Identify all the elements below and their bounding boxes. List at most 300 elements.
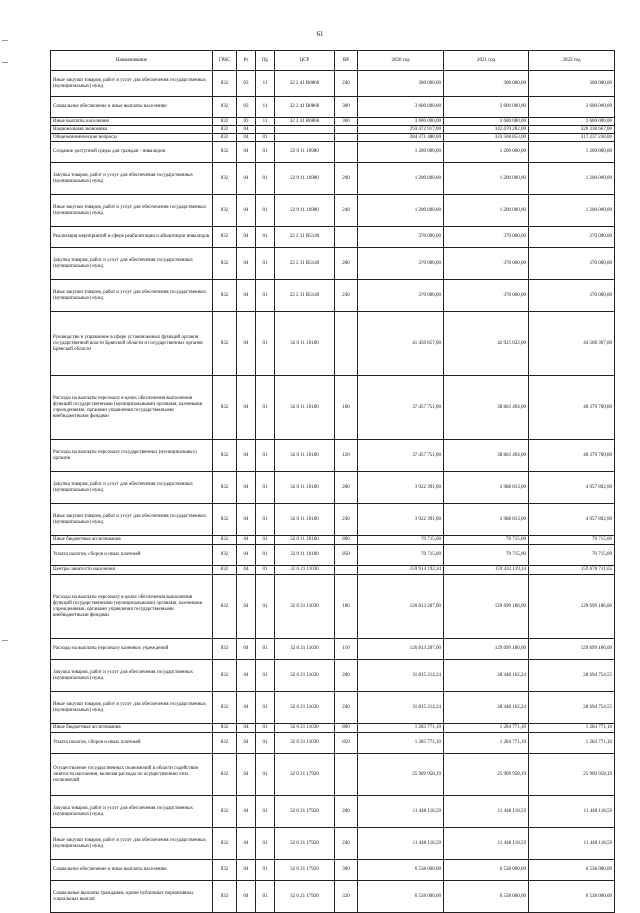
row-vr: 200 — [335, 660, 358, 692]
row-grbs: 832 — [213, 566, 237, 575]
row-csr: 32 0 21 11030 — [275, 566, 335, 575]
row-vr: 200 — [335, 163, 358, 195]
row-pr: 01 — [256, 163, 275, 195]
row-2021: 3 600 000,00 — [444, 118, 529, 126]
row-pr: 11 — [256, 97, 275, 118]
table-row — [51, 472, 615, 504]
row-vr — [335, 566, 358, 575]
row-grbs: 832 — [213, 376, 237, 440]
row-2022: 370 000,00 — [529, 280, 615, 312]
table-row — [51, 881, 615, 913]
header-rz: Рз — [237, 51, 256, 71]
row-rz: 04 — [237, 733, 256, 754]
row-2022: 11 448 118,59 — [529, 828, 615, 860]
row-csr: 22 2 31 R5140 — [275, 248, 335, 280]
row-grbs: 832 — [213, 440, 237, 472]
row-name: Реализация мероприятий в сфере реабилитации и абилитации инвалидов — [51, 227, 213, 248]
budget-table — [50, 50, 615, 913]
row-pr: 01 — [256, 639, 275, 660]
row-rz: 04 — [237, 881, 256, 913]
row-csr — [275, 126, 335, 134]
row-2020: 11 448 118,59 — [358, 796, 444, 828]
row-2022: 70 715,00 — [529, 545, 615, 566]
row-2020: 3 922 391,00 — [358, 504, 444, 536]
row-csr: 32 0 21 11030 — [275, 692, 335, 724]
table-row — [51, 545, 615, 566]
row-2022: 28 694 754,55 — [529, 660, 615, 692]
row-vr: 200 — [335, 472, 358, 504]
row-2022: 25 909 958,19 — [529, 754, 615, 796]
row-rz: 04 — [237, 536, 256, 545]
row-grbs: 832 — [213, 142, 237, 163]
row-rz: 04 — [237, 724, 256, 733]
row-2022: 1 284 771,10 — [529, 724, 615, 733]
row-2020: 41 450 857,00 — [358, 312, 444, 376]
row-pr: 01 — [256, 724, 275, 733]
row-2022: 159 678 711,65 — [529, 566, 615, 575]
binding-mark — [2, 40, 8, 41]
row-vr: 320 — [335, 881, 358, 913]
table-row — [51, 754, 615, 796]
row-name: Социальное обеспечение и иные выплаты населению — [51, 97, 213, 118]
table-row — [51, 134, 615, 142]
table-row — [51, 195, 615, 227]
row-grbs: 832 — [213, 639, 237, 660]
table-row — [51, 280, 615, 312]
row-2022: 370 000,00 — [529, 227, 615, 248]
row-pr: 01 — [256, 575, 275, 639]
row-csr: 32 0 21 11030 — [275, 724, 335, 733]
row-vr: 120 — [335, 440, 358, 472]
header-grbs: ГРБС — [213, 51, 237, 71]
row-name: Создание доступной среды для граждан - инвалидов — [51, 142, 213, 163]
header-name: Наименование — [51, 51, 213, 71]
row-name: Национальная экономика — [51, 126, 213, 134]
row-name: Уплата налогов, сборов и иных платежей — [51, 733, 213, 754]
row-name: Осуществление государственных полномочий в области содействия занятости населения, включая расходы по осуществлению этих полномочий — [51, 754, 213, 796]
row-pr: 01 — [256, 754, 275, 796]
row-csr: 22 2 31 R5140 — [275, 227, 335, 248]
row-grbs: 832 — [213, 134, 237, 142]
header-vr: ВР — [335, 51, 358, 71]
table-row — [51, 312, 615, 376]
row-2021: 70 715,00 — [444, 536, 529, 545]
row-grbs: 832 — [213, 881, 237, 913]
table-row — [51, 660, 615, 692]
table-row — [51, 376, 615, 440]
row-grbs: 832 — [213, 97, 237, 118]
row-pr: 01 — [256, 692, 275, 724]
row-2021: 42 925 022,00 — [444, 312, 529, 376]
row-grbs: 832 — [213, 312, 237, 376]
row-2020: 1 200 000,00 — [358, 142, 444, 163]
row-name: Социальное обеспечение и иные выплаты населению — [51, 860, 213, 881]
table-row — [51, 504, 615, 536]
row-pr — [256, 126, 275, 134]
row-2020: 370 000,00 — [358, 248, 444, 280]
row-2021: 1 200 000,00 — [444, 163, 529, 195]
row-name: Расходы на выплаты персоналу государственных (муниципальных) органов — [51, 440, 213, 472]
row-2021: 1 284 771,10 — [444, 733, 529, 754]
row-vr: 200 — [335, 248, 358, 280]
binding-mark — [2, 62, 8, 63]
row-csr: 32 2 41 R0860 — [275, 97, 335, 118]
header-csr: ЦСР — [275, 51, 335, 71]
row-rz: 04 — [237, 312, 256, 376]
row-vr — [335, 126, 358, 134]
row-vr — [335, 142, 358, 163]
row-csr: 32 2 41 R0860 — [275, 71, 335, 97]
row-2022: 3 600 000,00 — [529, 97, 615, 118]
row-pr: 01 — [256, 195, 275, 227]
row-rz: 04 — [237, 163, 256, 195]
row-2022: 1 200 000,00 — [529, 142, 615, 163]
row-vr: 850 — [335, 545, 358, 566]
row-2022: 370 000,00 — [529, 248, 615, 280]
row-rz: 04 — [237, 566, 256, 575]
table-row — [51, 163, 615, 195]
row-2022: 1 284 771,10 — [529, 733, 615, 754]
row-csr: 32 0 21 11030 — [275, 733, 335, 754]
row-2020: 159 914 192,34 — [358, 566, 444, 575]
row-vr — [335, 134, 358, 142]
row-vr: 850 — [335, 733, 358, 754]
row-2021: 342 670 282,00 — [444, 126, 529, 134]
row-rz: 04 — [237, 828, 256, 860]
row-vr: 100 — [335, 575, 358, 639]
row-name: Центры занятости населения — [51, 566, 213, 575]
row-rz: 04 — [237, 126, 256, 134]
row-pr: 01 — [256, 248, 275, 280]
row-2020: 3 922 391,00 — [358, 472, 444, 504]
row-grbs: 832 — [213, 828, 237, 860]
row-vr: 240 — [335, 504, 358, 536]
row-pr: 01 — [256, 536, 275, 545]
row-name: Иные закупки товаров, работ и услуг для обеспечения государственных (муниципальных) нужд — [51, 195, 213, 227]
row-csr: 32 0 11 10100 — [275, 376, 335, 440]
row-2021: 25 909 958,19 — [444, 754, 529, 796]
row-csr: 32 0 21 11030 — [275, 575, 335, 639]
row-2020: 300 000,00 — [358, 71, 444, 97]
row-2022: 1 200 000,00 — [529, 195, 615, 227]
row-2022: 3 600 000,00 — [529, 118, 615, 126]
row-2022: 317 237 238,00 — [529, 134, 615, 142]
row-csr: 32 0 21 17920 — [275, 828, 335, 860]
row-2022: 28 694 754,55 — [529, 692, 615, 724]
header-2022: 2022 год — [529, 51, 615, 71]
row-2020: 1 200 000,00 — [358, 163, 444, 195]
row-2022: 11 448 118,59 — [529, 796, 615, 828]
row-2021: 38 863 494,00 — [444, 440, 529, 472]
row-rz: 04 — [237, 472, 256, 504]
row-name: Иные закупки товаров, работ и услуг для обеспечения государственных (муниципальных) нужд — [51, 71, 213, 97]
row-name: Закупка товаров, работ и услуг для обеспечения государственных (муниципальных) нужд — [51, 163, 213, 195]
row-name: Расходы на выплаты персоналу в целях обеспечения выполнения функций государственными (муниципальными) органами, казенными учреждениями, органами управления государственными внебюджетными фондами — [51, 575, 213, 639]
row-grbs: 832 — [213, 472, 237, 504]
table-row — [51, 440, 615, 472]
row-2021: 333 568 853,00 — [444, 134, 529, 142]
row-csr: 32 2 41 R0860 — [275, 118, 335, 126]
row-vr: 240 — [335, 692, 358, 724]
table-row — [51, 536, 615, 545]
page-number: 61 — [316, 30, 324, 38]
row-rz: 04 — [237, 575, 256, 639]
row-grbs: 832 — [213, 724, 237, 733]
table-row — [51, 227, 615, 248]
row-vr — [335, 227, 358, 248]
row-2021: 129 699 186,00 — [444, 639, 529, 660]
row-2020: 284 371 488,00 — [358, 134, 444, 142]
table-row — [51, 828, 615, 860]
header-2021: 2021 год — [444, 51, 529, 71]
row-2021: 38 863 494,00 — [444, 376, 529, 440]
row-grbs: 832 — [213, 163, 237, 195]
row-grbs: 832 — [213, 195, 237, 227]
table-row — [51, 97, 615, 118]
row-pr: 01 — [256, 881, 275, 913]
row-csr: 32 0 11 10100 — [275, 472, 335, 504]
row-csr: 32 0 21 17920 — [275, 754, 335, 796]
row-2021: 6 538 000,00 — [444, 860, 529, 881]
row-rz: 04 — [237, 796, 256, 828]
row-2020: 37 457 751,00 — [358, 376, 444, 440]
row-2020: 6 538 000,00 — [358, 860, 444, 881]
row-2022: 40 379 700,00 — [529, 376, 615, 440]
row-2022: 4 057 892,00 — [529, 472, 615, 504]
row-2020: 1 285 771,10 — [358, 724, 444, 733]
table-row — [51, 118, 615, 126]
row-name: Закупка товаров, работ и услуг для обеспечения государственных (муниципальных) нужд — [51, 248, 213, 280]
row-grbs: 832 — [213, 118, 237, 126]
row-grbs: 832 — [213, 504, 237, 536]
row-rz: 04 — [237, 639, 256, 660]
row-rz: 04 — [237, 545, 256, 566]
row-rz: 04 — [237, 142, 256, 163]
row-2022: 129 699 186,00 — [529, 639, 615, 660]
row-name: Закупка товаров, работ и услуг для обеспечения государственных (муниципальных) нужд — [51, 796, 213, 828]
row-2021: 129 699 186,00 — [444, 575, 529, 639]
row-vr: 200 — [335, 796, 358, 828]
row-2021: 370 000,00 — [444, 227, 529, 248]
row-name: Закупка товаров, работ и услуг для обеспечения государственных (муниципальных) нужд — [51, 660, 213, 692]
row-2021: 370 000,00 — [444, 280, 529, 312]
row-2022: 6 538 000,00 — [529, 860, 615, 881]
binding-mark — [2, 640, 8, 641]
row-rz: 04 — [237, 248, 256, 280]
row-2021: 70 715,00 — [444, 545, 529, 566]
row-vr — [335, 754, 358, 796]
row-grbs: 832 — [213, 860, 237, 881]
row-2021: 3 988 813,00 — [444, 504, 529, 536]
row-csr: 22 2 31 R5140 — [275, 280, 335, 312]
row-2020: 3 600 000,00 — [358, 118, 444, 126]
table-row — [51, 575, 615, 639]
row-pr: 01 — [256, 376, 275, 440]
row-2020: 3 600 000,00 — [358, 97, 444, 118]
row-csr: 32 0 11 10100 — [275, 536, 335, 545]
row-2022: 300 000,00 — [529, 71, 615, 97]
row-rz: 04 — [237, 692, 256, 724]
table-body — [51, 71, 615, 913]
row-pr: 11 — [256, 71, 275, 97]
row-csr — [275, 134, 335, 142]
row-csr: 32 0 11 10100 — [275, 504, 335, 536]
row-vr: 300 — [335, 860, 358, 881]
row-vr — [335, 312, 358, 376]
row-2022: 44 508 307,00 — [529, 312, 615, 376]
row-grbs: 832 — [213, 248, 237, 280]
row-2021: 300 000,00 — [444, 71, 529, 97]
table-row — [51, 733, 615, 754]
table-row — [51, 248, 615, 280]
row-2021: 28 448 162,24 — [444, 660, 529, 692]
header-pr: Пр — [256, 51, 275, 71]
row-2022: 129 699 186,00 — [529, 575, 615, 639]
row-2020: 370 000,00 — [358, 280, 444, 312]
row-vr: 240 — [335, 280, 358, 312]
row-2020: 293 472 917,00 — [358, 126, 444, 134]
row-2020: 31 815 214,24 — [358, 692, 444, 724]
row-name: Иные бюджетные ассигнования — [51, 724, 213, 733]
row-2022: 40 379 700,00 — [529, 440, 615, 472]
row-grbs: 832 — [213, 660, 237, 692]
row-2021: 3 600 000,00 — [444, 97, 529, 118]
row-vr: 240 — [335, 828, 358, 860]
row-2021: 11 448 118,59 — [444, 796, 529, 828]
table-row — [51, 566, 615, 575]
row-2022: 6 538 000,00 — [529, 881, 615, 913]
row-grbs: 832 — [213, 733, 237, 754]
row-grbs: 832 — [213, 545, 237, 566]
row-name: Социальные выплаты гражданам, кроме публичных нормативных социальных выплат — [51, 881, 213, 913]
row-rz: 04 — [237, 860, 256, 881]
row-2022: 326 338 667,00 — [529, 126, 615, 134]
row-name: Иные закупки товаров, работ и услуг для обеспечения государственных (муниципальных) нужд — [51, 504, 213, 536]
row-rz: 04 — [237, 376, 256, 440]
row-name: Общеэкономические вопросы — [51, 134, 213, 142]
row-pr: 01 — [256, 545, 275, 566]
row-vr: 360 — [335, 118, 358, 126]
row-grbs: 832 — [213, 536, 237, 545]
row-pr: 01 — [256, 312, 275, 376]
row-2020: 31 815 214,24 — [358, 660, 444, 692]
row-2020: 11 448 118,59 — [358, 828, 444, 860]
row-2021: 370 000,00 — [444, 248, 529, 280]
row-name: Расходы на выплаты персоналу в целях обеспечения выполнения функций государственными (муниципальными) органами, казенными учреждениями, органами управления государственными внебюджетными фондами — [51, 376, 213, 440]
row-2020: 370 000,00 — [358, 227, 444, 248]
row-rz: 04 — [237, 134, 256, 142]
row-2021: 3 988 813,00 — [444, 472, 529, 504]
row-2021: 159 432 119,34 — [444, 566, 529, 575]
row-pr: 01 — [256, 504, 275, 536]
row-2020: 1 200 000,00 — [358, 195, 444, 227]
row-csr: 32 0 21 17920 — [275, 860, 335, 881]
row-grbs: 832 — [213, 575, 237, 639]
table-row — [51, 796, 615, 828]
row-vr: 240 — [335, 71, 358, 97]
row-rz: 03 — [237, 71, 256, 97]
row-pr: 01 — [256, 566, 275, 575]
row-2021: 1 284 771,10 — [444, 724, 529, 733]
row-pr: 01 — [256, 660, 275, 692]
row-rz: 04 — [237, 227, 256, 248]
row-csr: 22 0 11 16980 — [275, 195, 335, 227]
row-name: Иные закупки товаров, работ и услуг для обеспечения государственных (муниципальных) нужд — [51, 280, 213, 312]
row-2020: 25 909 958,19 — [358, 754, 444, 796]
row-2020: 1 285 771,10 — [358, 733, 444, 754]
row-name: Уплата налогов, сборов и иных платежей — [51, 545, 213, 566]
row-2022: 1 200 000,00 — [529, 163, 615, 195]
header-2020: 2020 год — [358, 51, 444, 71]
table-row — [51, 126, 615, 134]
row-pr: 01 — [256, 860, 275, 881]
table-row — [51, 724, 615, 733]
table-row — [51, 71, 615, 97]
row-2020: 126 813 207,00 — [358, 575, 444, 639]
row-grbs: 832 — [213, 227, 237, 248]
table-header-row — [51, 51, 615, 71]
row-grbs: 832 — [213, 126, 237, 134]
row-rz: 03 — [237, 118, 256, 126]
row-grbs: 832 — [213, 754, 237, 796]
row-csr: 32 0 21 11030 — [275, 660, 335, 692]
row-csr: 32 0 21 17920 — [275, 881, 335, 913]
row-2020: 126 813 207,00 — [358, 639, 444, 660]
row-rz: 04 — [237, 754, 256, 796]
row-grbs: 832 — [213, 796, 237, 828]
row-pr: 01 — [256, 733, 275, 754]
table-row — [51, 692, 615, 724]
row-vr: 110 — [335, 639, 358, 660]
row-vr: 800 — [335, 724, 358, 733]
row-2022: 4 057 892,00 — [529, 504, 615, 536]
row-name: Иные выплаты населению — [51, 118, 213, 126]
row-pr: 01 — [256, 280, 275, 312]
row-name: Расходы на выплаты персоналу казенных учреждений — [51, 639, 213, 660]
row-vr: 240 — [335, 195, 358, 227]
row-pr: 01 — [256, 796, 275, 828]
row-grbs: 832 — [213, 692, 237, 724]
row-pr: 01 — [256, 227, 275, 248]
row-name: Иные закупки товаров, работ и услуг для обеспечения государственных (муниципальных) нужд — [51, 828, 213, 860]
row-2020: 70 715,00 — [358, 545, 444, 566]
row-2021: 11 448 118,59 — [444, 828, 529, 860]
row-rz: 04 — [237, 280, 256, 312]
row-pr: 01 — [256, 828, 275, 860]
row-pr: 11 — [256, 118, 275, 126]
row-csr: 32 0 11 10100 — [275, 312, 335, 376]
row-name: Иные закупки товаров, работ и услуг для обеспечения государственных (муниципальных) нужд — [51, 692, 213, 724]
row-vr: 300 — [335, 97, 358, 118]
row-2020: 70 715,00 — [358, 536, 444, 545]
table-row — [51, 860, 615, 881]
row-csr: 32 0 11 10100 — [275, 440, 335, 472]
row-vr: 100 — [335, 376, 358, 440]
row-2021: 1 200 000,00 — [444, 195, 529, 227]
row-rz: 04 — [237, 504, 256, 536]
row-name: Закупка товаров, работ и услуг для обеспечения государственных (муниципальных) нужд — [51, 472, 213, 504]
row-csr: 22 0 11 16980 — [275, 142, 335, 163]
row-2020: 37 457 751,00 — [358, 440, 444, 472]
row-2022: 70 715,00 — [529, 536, 615, 545]
row-pr: 01 — [256, 440, 275, 472]
row-csr: 22 0 11 16980 — [275, 163, 335, 195]
table-row — [51, 639, 615, 660]
row-csr: 32 0 11 10100 — [275, 545, 335, 566]
row-vr: 800 — [335, 536, 358, 545]
row-grbs: 832 — [213, 280, 237, 312]
row-2021: 6 538 000,00 — [444, 881, 529, 913]
